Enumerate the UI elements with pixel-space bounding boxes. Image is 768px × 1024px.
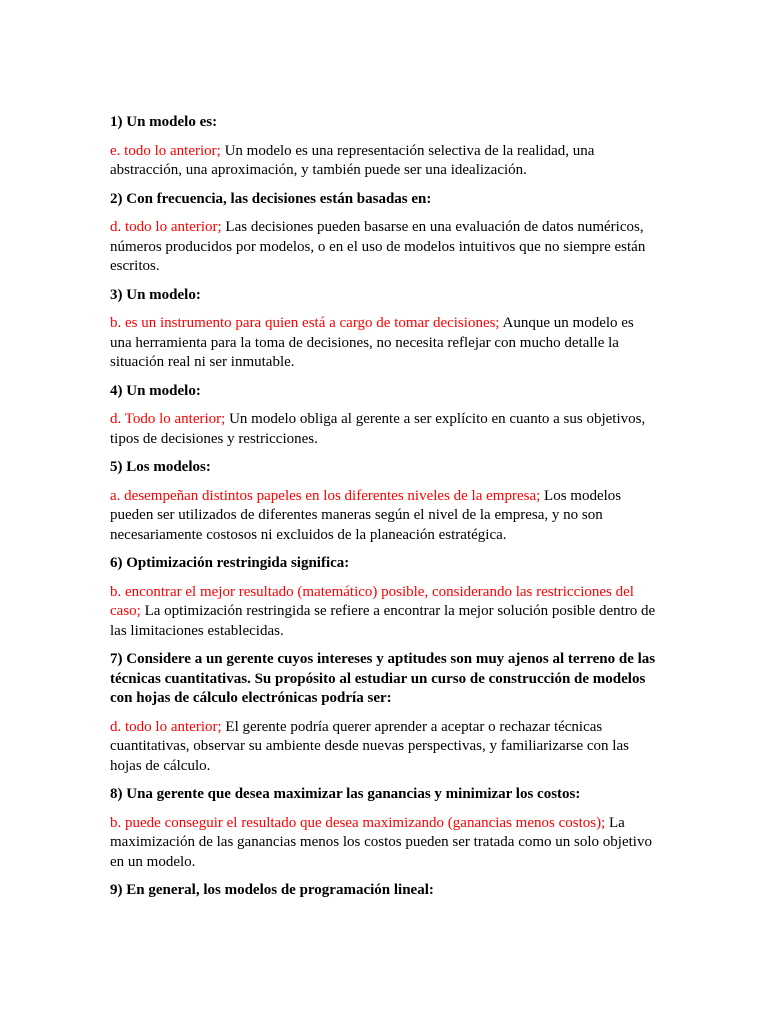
answer-choice-8: b. puede conseguir el resultado que desea maximizando (ganancias menos costos); — [110, 814, 606, 831]
answer-explanation-4: Un modelo obliga al gerente a ser explícito en cuanto a sus objetivos, tipos de decisiones y restricciones. — [110, 411, 646, 447]
question-3: 3) Un modelo: — [110, 286, 201, 303]
question-8: 8) Una gerente que desea maximizar las ganancias y minimizar los costos: — [110, 786, 581, 802]
qa-item-2 — [110, 190, 658, 277]
question-7: 7) Considere a un gerente cuyos intereses y aptitudes son muy ajenos al terreno de las técnicas cuantitativas. Su propósito al estudiar un curso de construcción de modelos con hojas de cálculo electrónicas podría ser: — [110, 651, 656, 706]
answer-paragraph-4 — [110, 410, 658, 449]
answer-choice-2: d. todo lo anterior; — [110, 219, 222, 235]
question-4: 4) Un modelo: — [110, 382, 201, 399]
answer-paragraph-8 — [110, 814, 658, 873]
qa-item-1 — [110, 113, 658, 181]
question-6: 6) Optimización restringida significa: — [110, 555, 350, 571]
answer-paragraph-3 — [110, 314, 658, 373]
answer-choice-4: d. Todo lo anterior; — [110, 411, 226, 427]
qa-item-6 — [110, 554, 658, 641]
answer-choice-3: b. es un instrumento para quien está a cargo de tomar decisiones; — [110, 315, 500, 331]
answer-explanation-5: Los modelos pueden ser utilizados de diferentes maneras según el nivel de la empresa, y no son necesariamente costosos ni excluidos de la planeación estratégica. — [110, 487, 622, 543]
answer-paragraph-6 — [110, 583, 658, 642]
question-2: 2) Con frecuencia, las decisiones están basadas en: — [110, 190, 432, 207]
document-page — [110, 113, 658, 910]
answer-explanation-2: Las decisiones pueden basarse en una evaluación de datos numéricos, números producidos por modelos, o en el uso de modelos intuitivos que no siempre están escritos. — [110, 219, 646, 274]
answer-explanation-6: La optimización restringida se refiere a encontrar la mejor solución posible dentro de las limitaciones establecidas. — [110, 603, 656, 639]
qa-item-9 — [110, 881, 658, 901]
qa-item-7 — [110, 650, 658, 776]
question-9: 9) En general, los modelos de programación lineal: — [110, 882, 434, 898]
question-1: 1) Un modelo es: — [110, 114, 218, 130]
answer-choice-1: e. todo lo anterior; — [110, 142, 221, 159]
answer-explanation-3: Aunque un modelo es una herramienta para la toma de decisiones, no necesita reflejar con mucho detalle la situación real ni ser inmutable. — [110, 315, 634, 370]
qa-item-4 — [110, 382, 658, 450]
answer-choice-7: d. todo lo anterior; — [110, 718, 222, 735]
answer-paragraph-2 — [110, 218, 658, 277]
question-5: 5) Los modelos: — [110, 459, 211, 475]
answer-paragraph-5 — [110, 487, 658, 546]
answer-choice-6: b. encontrar el mejor resultado (matemático) posible, considerando las restricciones del caso; — [110, 583, 634, 619]
qa-item-3 — [110, 286, 658, 373]
answer-explanation-1: Un modelo es una representación selectiva de la realidad, una abstracción, una aproximación, y también puede ser una idealización. — [110, 142, 595, 178]
qa-item-8 — [110, 785, 658, 872]
answer-explanation-7: El gerente podría querer aprender a aceptar o rechazar técnicas cuantitativas, observar su ambiente desde nuevas perspectivas, y familiarizarse con las hojas de cálculo. — [110, 718, 629, 774]
qa-item-5 — [110, 458, 658, 545]
answer-explanation-8: La maximización de las ganancias menos los costos pueden ser tratada como un solo objetivo en un modelo. — [110, 814, 652, 870]
answer-paragraph-7 — [110, 718, 658, 777]
answer-paragraph-1 — [110, 142, 658, 181]
answer-choice-5: a. desempeñan distintos papeles en los diferentes niveles de la empresa; — [110, 487, 541, 504]
